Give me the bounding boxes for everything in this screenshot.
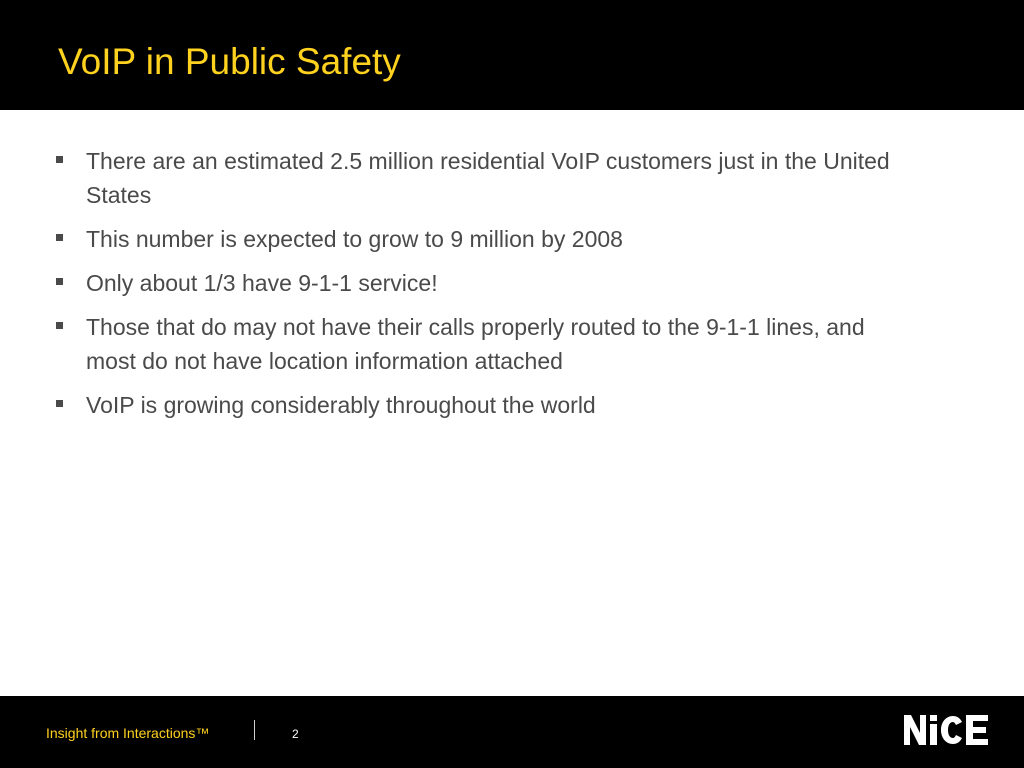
bullet-item	[0, 388, 916, 422]
bullet-item	[0, 266, 916, 300]
slide-title: VoIP in Public Safety	[58, 41, 401, 82]
logo-letter-n	[904, 715, 926, 745]
square-bullet-icon	[56, 156, 63, 163]
square-bullet-icon	[56, 234, 63, 241]
logo-letter-e	[966, 715, 988, 745]
square-bullet-icon	[56, 322, 63, 329]
logo-letter-c	[941, 716, 962, 744]
footer-tagline: Insight from Interactions™	[46, 725, 210, 741]
slide-footer	[0, 696, 1024, 768]
bullet-text: There are an estimated 2.5 million residential VoIP customers just in the United States	[86, 148, 890, 208]
page-number: 2	[292, 727, 299, 741]
logo-letter-i-dot	[930, 715, 937, 721]
slide-header	[0, 0, 1024, 110]
bullet-text: Those that do may not have their calls properly routed to the 9-1-1 lines, and most do not have location information attached	[86, 314, 865, 374]
bullet-item	[0, 310, 916, 378]
square-bullet-icon	[56, 278, 63, 285]
bullet-text: VoIP is growing considerably throughout the world	[86, 392, 596, 418]
bullet-text: Only about 1/3 have 9-1-1 service!	[86, 270, 438, 296]
bullet-item	[0, 144, 916, 212]
bullet-text: This number is expected to grow to 9 million by 2008	[86, 226, 623, 252]
square-bullet-icon	[56, 400, 63, 407]
footer-divider	[254, 720, 255, 740]
nice-logo	[904, 712, 992, 748]
bullet-item	[0, 222, 916, 256]
bullet-list	[0, 144, 1024, 432]
logo-letter-i-stem	[930, 724, 937, 745]
